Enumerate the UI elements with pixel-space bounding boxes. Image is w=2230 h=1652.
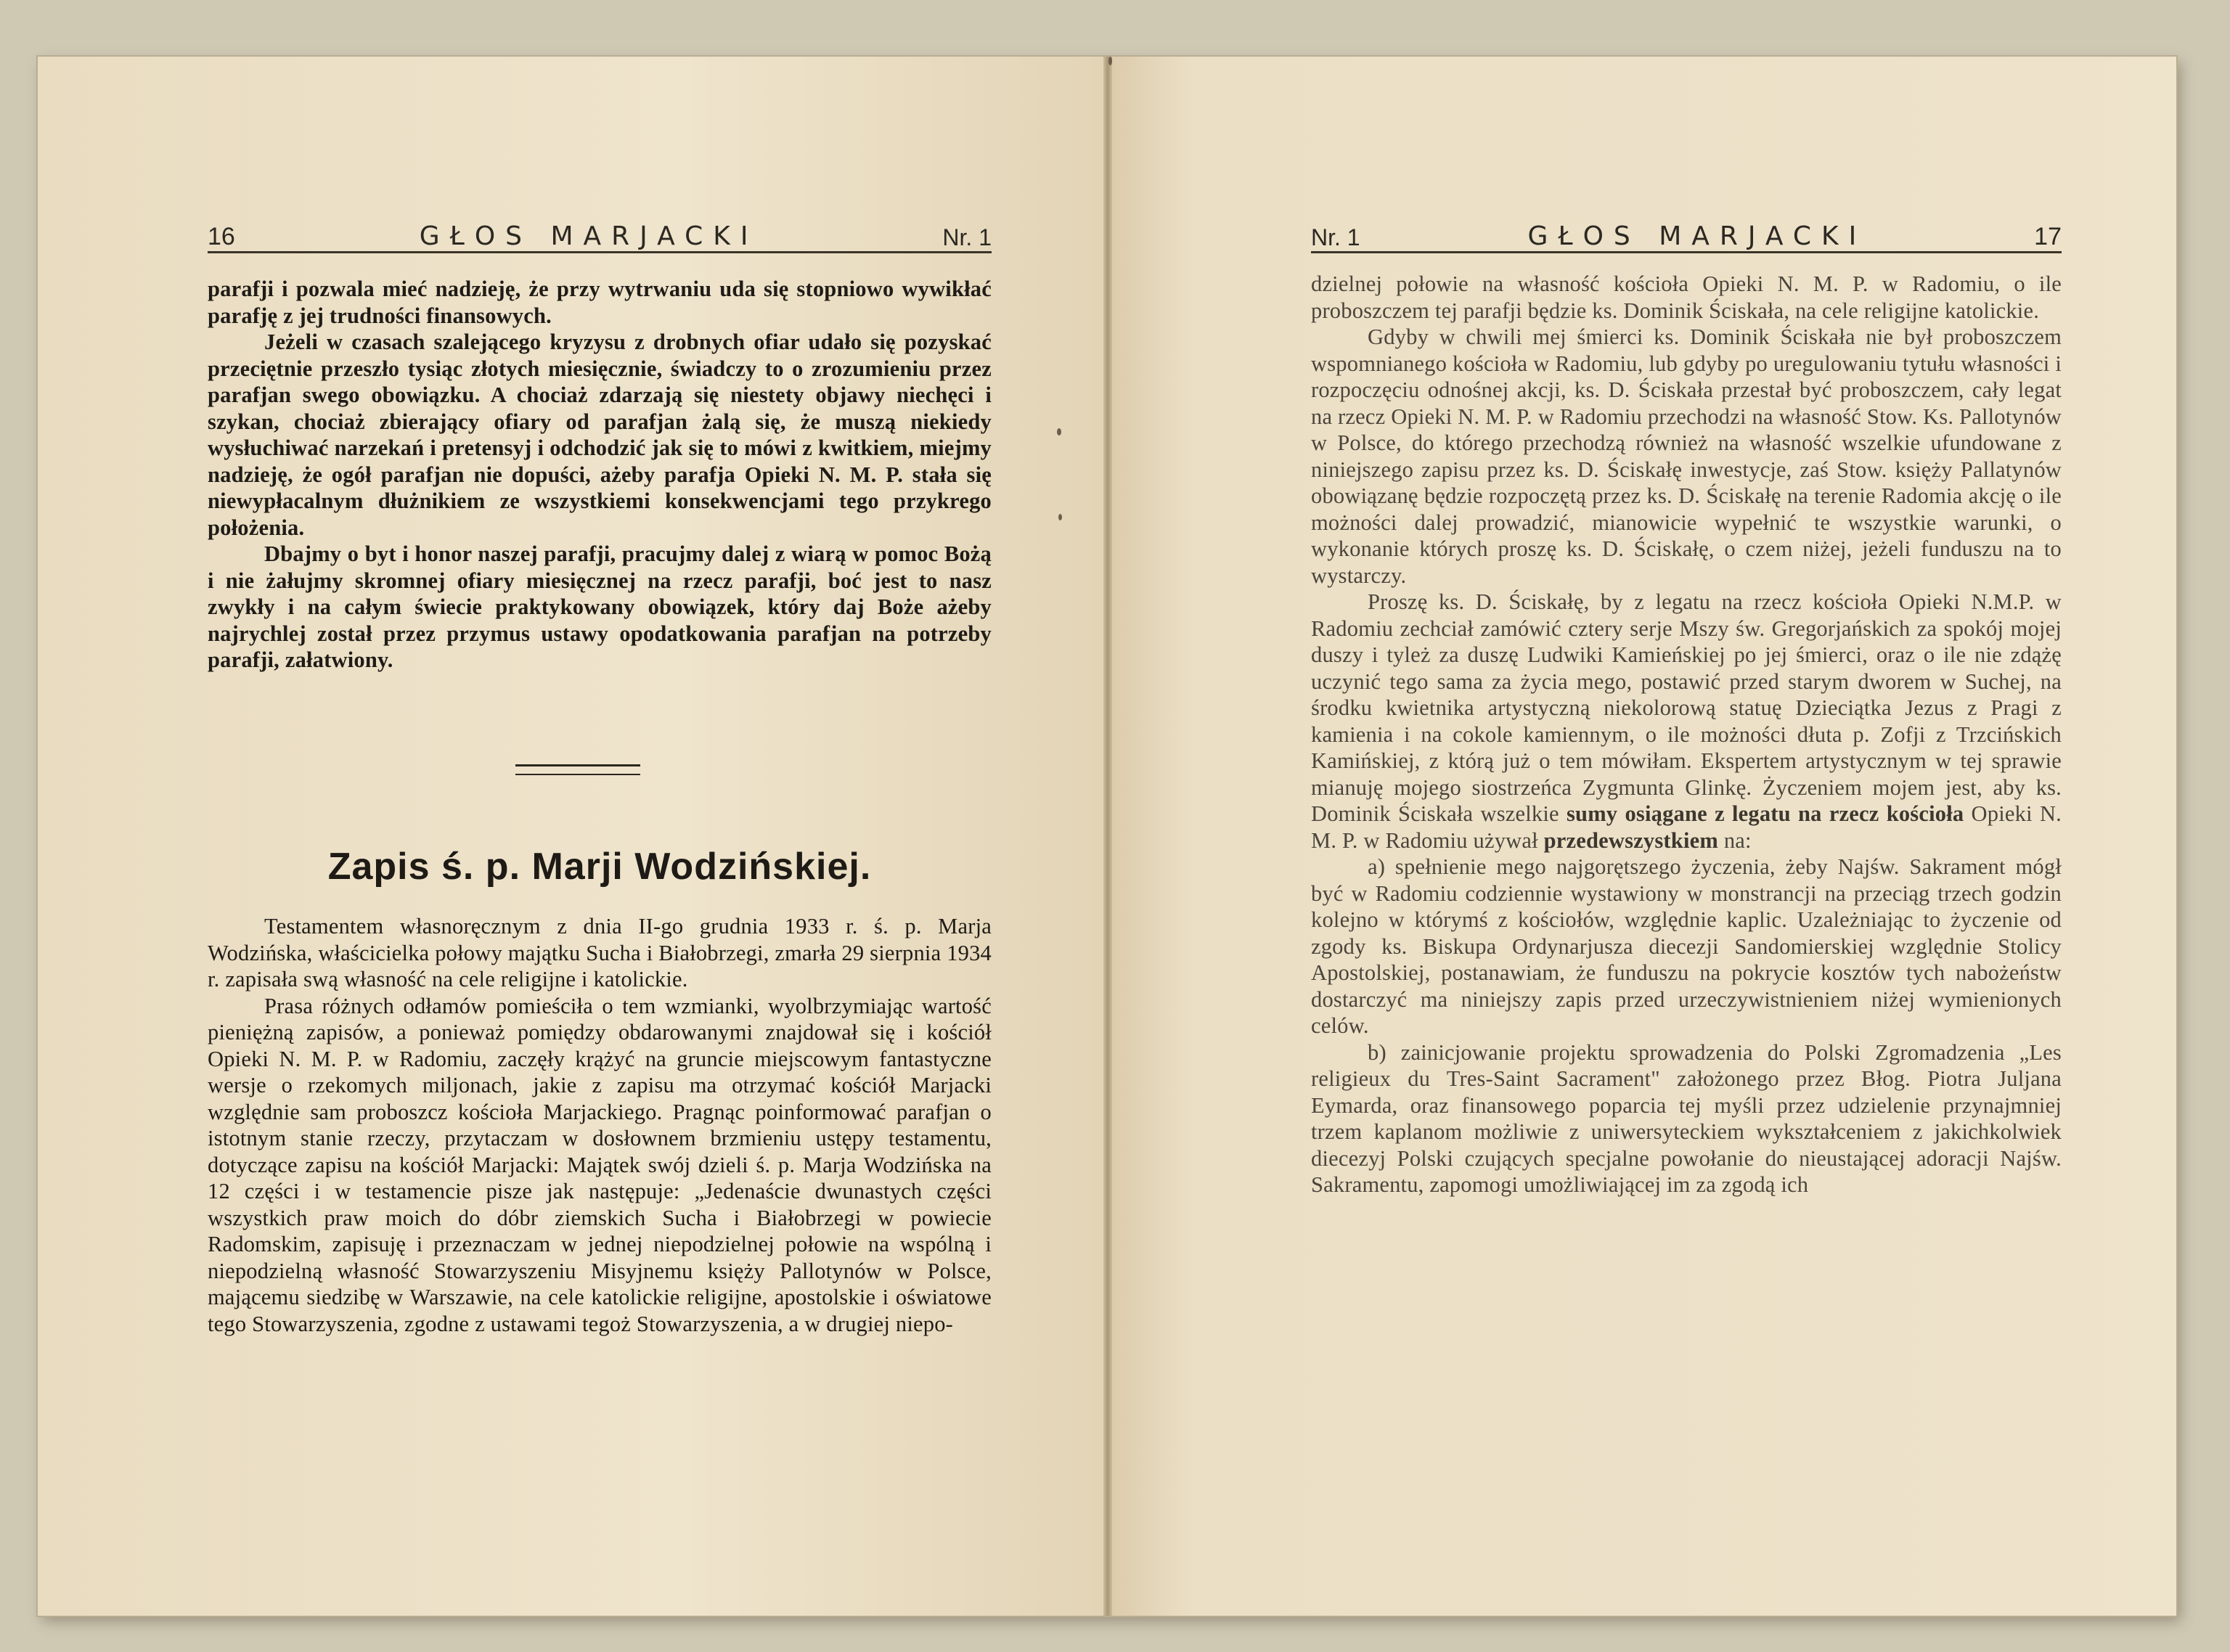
journal-title: GŁOS MARJACKI <box>419 221 759 251</box>
bold-phrase: przedewszystkiem <box>1543 827 1718 853</box>
paragraph: Testamentem własnoręcznym z dnia II-go grudnia 1933 r. ś. p. Marja Wodzińska, właścicielka połowy majątku Sucha i Białobrzegi, zmarła 29 sierpnia 1934 r. zapisała swą własność na cele religijne i katolickie. <box>208 914 992 991</box>
issue-number: Nr. 1 <box>942 224 992 250</box>
article-body <box>208 913 992 1337</box>
paper-blemish <box>1108 57 1112 65</box>
page-header-left <box>208 215 992 253</box>
open-booklet-spread <box>38 57 2176 1616</box>
issue-number: Nr. 1 <box>1311 224 1360 250</box>
paragraph-text: Opieki N. M. P. w Radomiu używał <box>1311 801 2062 853</box>
paragraph: parafji i pozwala mieć nadzieję, że przy wytrwaniu uda się stopniowo wywikłać parafję z jej trudności finansowych. <box>208 277 992 328</box>
paragraph-text: Proszę ks. D. Ściskałę, by z legatu na rzecz kościoła Opieki N.M.P. w Radomiu zechciał zamówić cztery serje Mszy św. Gregorjańskich za spokój mojej duszy i tyleż za duszę Ludwiki Kamieńskiej po jej śmierci, oraz o ile nie zdążę uczynić tego sama za życia mego, postawić przed starym dworem w Suchej, na środku kwietnika artystyczną niekolorową statuę Dzieciątka Jezus z Pragi z kamienia i na cokole kamiennym, o ile możności dłuta p. Zofji z Trzcińskich Kamińskiej, z którą już o tem mówiłam. Ekspertem artystycznym w tej sprawie mianuję mojego siostrzeńca Zygmunta Glinkę. Życzeniem mojem jest, aby ks. Dominik Ściskała wszelkie <box>1311 589 2062 826</box>
bold-phrase: sumy osiągane z legatu na rzecz kościoła <box>1566 801 1964 826</box>
paragraph: Dbajmy o byt i honor naszej parafji, pracujmy dalej z wiarą w pomoc Bożą i nie żałujmy skromnej ofiary miesięcznej na rzecz parafji, boć jest to nasz zwykły i na całym świecie praktykowany obowiązek, który daj Boże ażeby najrychlej został przez przymus ustawy opodatkowania parafjan na potrzeby parafji, załatwiony. <box>208 541 992 672</box>
paper-blemish <box>1057 428 1061 436</box>
page-number: 17 <box>2034 223 2062 250</box>
paragraph: dzielnej połowie na własność kościoła Opieki N. M. P. w Radomiu, o ile proboszczem tej parafji będzie ks. Dominik Ściskała, na cele religijne katolickie. <box>1311 271 2062 323</box>
center-fold <box>1103 57 1112 1616</box>
section-divider <box>515 764 640 775</box>
right-page <box>1108 57 2176 1616</box>
paragraph: Gdyby w chwili mej śmierci ks. Dominik Ściskała nie był proboszczem wspomnianego kościoła w Radomiu, lub gdyby po uregulowaniu tytułu własności i rozpoczęciu odnośnej akcji, ks. D. Ściskała przestał być proboszczem, cały legat na rzecz Opieki N. M. P. w Radomiu przechodzi na własność Stow. Ks. Pallotynów w Polsce, do którego przechodzą również na własność wszelkie ufundowane z niniejszego zapisu przez ks. D. Ściskałę inwestycje, zaś Stow. księży Pallatynów obowiązanę będzie rozpoczętą przez ks. D. Ściskałę na terenie Radomia akcję o ile możności dalej prowadzić, mianowicie wypełnić te wszystkie warunki, o wykonanie których proszę ks. D. Ściskałę, o czem niżej, jeżeli funduszu na to wystarczy. <box>1311 324 2062 588</box>
journal-title: GŁOS MARJACKI <box>1527 221 1867 251</box>
left-page <box>38 57 1108 1616</box>
page-number: 16 <box>208 223 235 250</box>
paragraph: b) zainicjowanie projektu sprowadzenia do Polski Zgromadzenia „Les religieux du Tres-Saint Sacrament" założonego przez Błog. Piotra Juljana Eymarda, oraz finansowego poparcia tej myśli przez udzielenie przynajmniej trzem kaplanom możliwie z uniwersyteckiem wykształceniem z jakichkolwiek diecezyj Polski czujących specjalne powołanie do nieustającej adoracji Najśw. Sakramentu, zapomogi umożliwiającej im za zgodą ich <box>1311 1039 2062 1197</box>
article-headline: Zapis ś. p. Marji Wodzińskiej. <box>327 846 872 888</box>
page-header-right <box>1311 215 2062 253</box>
paragraph: Prasa różnych odłamów pomieściła o tem wzmianki, wyolbrzymiając wartość pieniężną zapisów, a ponieważ pomiędzy obdarowanymi znajdował się i kościół Opieki N. M. P. w Radomiu, zaczęły krążyć na gruncie miejscowym fantastyczne wersje o rzekomych miljonach, jakie z zapisu ma otrzymać kościół Marjacki względnie sam proboszcz kościoła Marjackiego. Pragnąc poinformować parafjan o istotnym stanie rzeczy, przytaczam w dosłownem brzmieniu ustępy testamentu, dotyczące zapisu na kościół Marjacki: Majątek swój dzieli ś. p. Marja Wodzińska na 12 części i w testamencie pisze jak następuje: „Jedenaście dwunastych części wszystkich praw moich do dóbr ziemskich Sucha i Białobrzegi w powiecie Radomskim, zapisuję i przeznaczam w jednej niepodzielnej połowie na wspólną i niepodzielną własność Stowarzyszeniu Misyjnemu księży Pallotynów w Polsce, mającemu siedzibę w Warszawie, na cele katolickie religijne, apostolskie i oświatowe tego Stowarzyszenia, zgodne z ustawami tegoż Stowarzyszenia, a w drugiej niepo- <box>208 993 992 1336</box>
paragraph: Jeżeli w czasach szalejącego kryzysu z drobnych ofiar udało się pozyskać przeciętnie przeszło tysiąc złotych miesięcznie, świadczy to o zrozumieniu przez parafjan swego obowiązku. A chociaż zdarzają się niestety objawy niechęci i szykan, chociaż zbierający ofiary od parafjan żalą się, że muszą niekiedy wysłuchiwać narzekań i pretensyj i odchodzić jak się to mówi z kwitkiem, miejmy nadzieję, że ogół parafjan nie dopuści, ażeby parafja Opieki N. M. P. stała się niewypłacalnym dłużnikiem ze wszystkiemi konsekwencjami tego przykrego położenia. <box>208 330 992 540</box>
paper-blemish <box>1058 514 1062 520</box>
paragraph <box>1311 589 2062 854</box>
testament-text <box>1311 271 2062 1198</box>
article-continuation <box>208 276 992 674</box>
paragraph: a) spełnienie mego najgorętszego życzenia, żeby Najśw. Sakrament mógł być w Radomiu codziennie wystawiony w monstrancji na przeciąg trzech godzin kolejno w którymś z kościołów, względnie kaplic. Uzależniając to życzenie od zgody ks. Biskupa Ordynarjusza diecezji Sandomierskiej względnie Stolicy Apostolskiej, postanawiam, że funduszu na pokrycie kosztów tych nabożeństw dostarczyć ma niniejszy zapis przed urzeczywistnieniem niżej wymienionych celów. <box>1311 854 2062 1038</box>
paragraph-text: na: <box>1723 827 1752 853</box>
